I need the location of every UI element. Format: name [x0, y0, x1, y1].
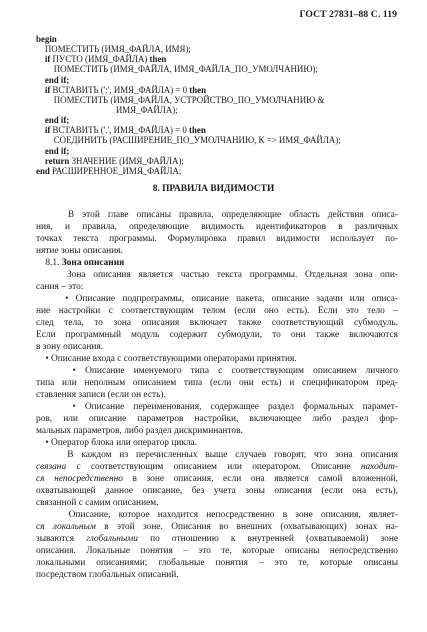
emphasized-term: глобальными: [86, 534, 138, 544]
code-text: ВСТАВИТЬ (':', ИМЯ_ФАЙЛА) = 0: [50, 84, 190, 95]
text-line: [36, 545, 398, 557]
code-text: ИМЯ_ФАЙЛА);: [36, 104, 178, 115]
text-span: с соответствующим описанием или оператором. Описание: [66, 462, 361, 472]
code-text: ЗНАЧЕНИЕ (ИМЯ_ФАЙЛА);: [69, 155, 184, 166]
text-span: зываются: [36, 534, 87, 544]
code-keyword: end if;: [36, 115, 70, 126]
text-span: ние настройки с соответствующим телом (если оно есть). Если это тело –: [36, 306, 398, 316]
code-line: [36, 44, 405, 54]
code-line: [36, 54, 405, 64]
text-line: [36, 341, 398, 353]
code-keyword: end if;: [36, 145, 70, 156]
text-span: • Описание именуемого типа с соответствующим описанием личного: [36, 366, 398, 376]
code-line: [36, 64, 405, 74]
code-line: [36, 85, 405, 95]
subsection-heading: Зона описания: [61, 258, 125, 268]
text-span: ся: [36, 522, 53, 532]
text-line: [36, 317, 398, 329]
emphasized-term: находит-: [360, 462, 398, 472]
text-span: ния, и правила, определяющие видимость идентификаторов в различных: [36, 222, 398, 232]
text-span: точках текста программы. Формулировка правил видимости использует по-: [36, 234, 398, 244]
code-keyword: then: [189, 84, 207, 95]
text-span: в зону описания.: [36, 342, 104, 352]
text-line: [36, 461, 398, 473]
text-line: [36, 425, 398, 437]
code-text: ПОМЕСТИТЬ (ИМЯ_ФАЙЛА, УСТРОЙСТВО_ПО_УМОЛЧАНИЮ &: [36, 94, 325, 105]
text-span: описания. Локальные понятия – это те, которые описаны непосредственно: [36, 546, 398, 556]
code-line: [36, 125, 405, 135]
emphasized-term: связана: [36, 462, 67, 472]
code-listing: [36, 34, 405, 176]
code-keyword: then: [189, 125, 206, 136]
code-text: ПУСТО (ИМЯ_ФАЙЛА): [50, 54, 150, 65]
text-span: связанной с самим описанием.: [36, 498, 159, 508]
text-line: [36, 233, 398, 245]
text-span: сания – это:: [36, 282, 84, 292]
text-line: [36, 557, 398, 569]
code-text: РАСШИРЕННОЕ_ИМЯ_ФАЙЛА;: [49, 165, 182, 176]
text-line: [36, 293, 398, 305]
text-span: Если программный модуль содержит субмодули, то они также включаются: [36, 330, 398, 340]
code-line: [36, 34, 405, 44]
text-span: локальными описаниями; глобальные понятия – это те, которые описаны: [36, 558, 398, 568]
text-span: посредством глобальных описаний.: [36, 570, 179, 580]
text-span: • Описание подпрограммы, описание пакета, описание задачи или описа-: [36, 294, 398, 304]
emphasized-term: ся непосредственно: [36, 474, 123, 484]
text-line: [36, 401, 398, 413]
code-text: СОЕДИНИТЬ (РАСШИРЕНИЕ_ПО_УМОЛЧАНИЮ, К => ИМЯ_ФАЙЛА);: [36, 135, 341, 146]
page-header: ГОСТ 27831–88 С. 119: [299, 9, 397, 20]
code-keyword: if: [36, 84, 51, 95]
text-line: [36, 413, 398, 425]
text-span: ставления записи (если он есть).: [36, 390, 166, 400]
text-line: [36, 353, 398, 365]
text-line: [36, 473, 398, 485]
text-span: В этой главе описаны правила, определяющие область действия описа-: [36, 210, 398, 220]
code-line: [36, 135, 405, 145]
text-line: [36, 521, 398, 533]
code-keyword: if: [36, 125, 51, 136]
text-span: по отношению к внутренней (охватываемой) зоне: [137, 534, 398, 544]
code-line: [36, 115, 405, 125]
text-line: [36, 305, 398, 317]
code-keyword: end: [36, 165, 50, 176]
text-span: ров, или описание параметров настройки, включающее либо раздел фор-: [36, 414, 398, 424]
code-line: [36, 146, 405, 156]
text-span: охватывающей данное описание, без учета зоны описания (если она есть),: [36, 486, 398, 496]
code-text: ПОМЕСТИТЬ (ИМЯ_ФАЙЛА, ИМЯ);: [36, 44, 191, 55]
text-span: в этой зоне. Описания во внешних (охватывающих) зонах на-: [95, 522, 398, 532]
code-text: ВСТАВИТЬ ('.', ИМЯ_ФАЙЛА) = 0: [50, 125, 190, 136]
text-span: нятие зоны описания.: [36, 246, 123, 256]
text-line: [36, 365, 398, 377]
code-text: ПОМЕСТИТЬ (ИМЯ_ФАЙЛА, ИМЯ_ФАЙЛА_ПО_УМОЛЧАНИЮ);: [36, 64, 318, 75]
text-span: 8.1.: [36, 258, 62, 268]
code-line: [36, 156, 405, 166]
text-line: [36, 377, 398, 389]
text-line: [36, 257, 398, 269]
text-span: мальных параметров, либо раздел дискриминантов.: [36, 426, 243, 436]
code-line: [36, 105, 405, 115]
code-keyword: then: [149, 54, 167, 65]
code-line: [36, 75, 405, 85]
text-span: • Оператор блока или оператор цикла.: [36, 438, 198, 448]
text-line: [36, 533, 398, 545]
code-keyword: begin: [36, 34, 57, 44]
text-line: [36, 509, 398, 521]
emphasized-term: локальным: [52, 522, 96, 532]
code-keyword: end if;: [36, 74, 70, 85]
text-span: след тела, то зона описания включает также соответствующий субмодуль.: [36, 318, 398, 328]
text-line: [36, 485, 398, 497]
code-keyword: if: [36, 54, 51, 65]
text-line: [36, 221, 398, 233]
code-keyword: return: [36, 155, 70, 166]
text-span: типа или неполным описанием типа (если они есть) и спецификатором пред-: [36, 378, 398, 388]
text-line: [36, 329, 398, 341]
text-span: • Описание входа с соответствующими операторами принятия.: [36, 354, 297, 364]
text-line: [36, 245, 398, 257]
text-span: в зоне описания, если она является самой вложенной,: [122, 474, 398, 484]
text-line: [36, 389, 398, 401]
text-span: Зона описания является частью текста программы. Отдельная зона опи-: [36, 270, 398, 280]
text-line: [36, 269, 398, 281]
text-line: [36, 437, 398, 449]
body-text: [36, 209, 398, 581]
text-line: [36, 281, 398, 293]
code-line: [36, 95, 405, 105]
text-span: • Описание переименования, содержащее раздел формальных парамет-: [36, 402, 398, 412]
code-line: [36, 166, 405, 176]
text-line: [36, 449, 398, 461]
text-line: [36, 569, 398, 581]
text-line: [36, 209, 398, 221]
section-title: 8. ПРАВИЛА ВИДИМОСТИ: [152, 184, 275, 194]
text-line: [36, 497, 398, 509]
text-span: В каждом из перечисленных выше случаев говорят, что зона описания: [36, 450, 398, 460]
text-span: Описание, которое находится непосредственно в зоне описания, являет-: [36, 510, 398, 520]
